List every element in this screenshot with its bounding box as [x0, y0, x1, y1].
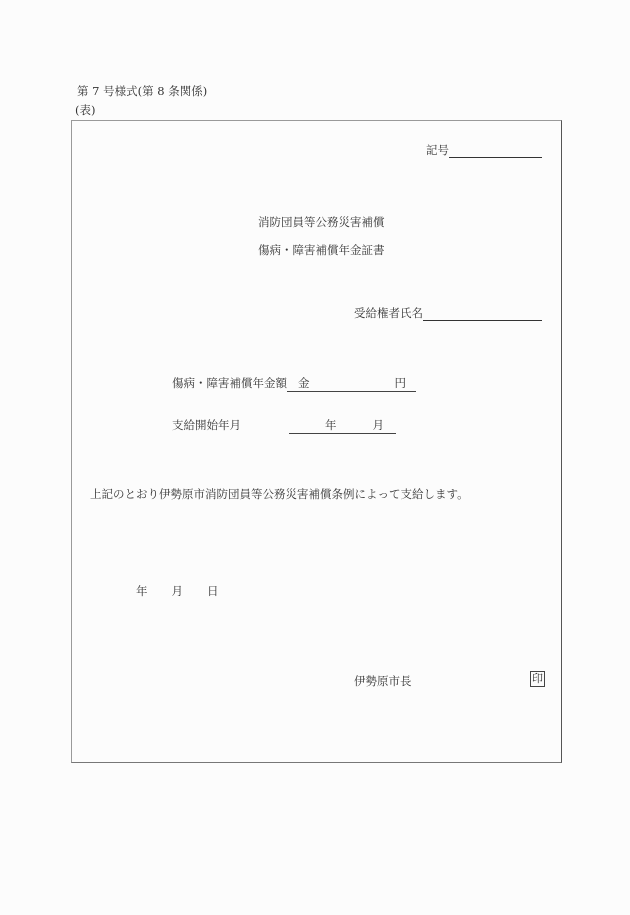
pension-amount-field [172, 375, 416, 391]
statement-text: 上記のとおり伊勢原市消防団員等公務災害補償条例によって支給します。 [90, 487, 469, 501]
date-year: 年 [136, 584, 148, 598]
symbol-field [426, 142, 542, 158]
title-line-2: 傷病・障害補償年金証書 [258, 243, 385, 257]
payment-start-input[interactable] [289, 418, 396, 434]
issue-date [136, 583, 219, 599]
payment-start-month: 月 [372, 418, 384, 432]
payment-start-field [172, 417, 396, 433]
recipient-field [354, 305, 542, 321]
seal-mark [530, 671, 545, 687]
issuer-name: 伊勢原市長 [354, 674, 412, 688]
seal-icon: 印 [532, 672, 543, 685]
symbol-input-line[interactable] [449, 144, 542, 158]
title-line-1: 消防団員等公務災害補償 [258, 215, 385, 229]
date-day: 日 [207, 584, 219, 598]
pension-amount-prefix: 金 [298, 376, 310, 390]
symbol-label: 記号 [426, 143, 449, 157]
pension-amount-label: 傷病・障害補償年金額 [172, 376, 287, 390]
recipient-input-line[interactable] [423, 307, 542, 321]
pension-amount-input[interactable] [287, 376, 416, 392]
pension-amount-suffix: 円 [394, 376, 406, 390]
payment-start-year: 年 [325, 418, 337, 432]
form-side: (表) [75, 103, 96, 117]
date-month: 月 [171, 584, 183, 598]
form-number: 第 7 号様式(第 8 条関係) [77, 84, 208, 98]
recipient-label: 受給権者氏名 [354, 306, 423, 320]
payment-start-label: 支給開始年月 [172, 418, 241, 432]
